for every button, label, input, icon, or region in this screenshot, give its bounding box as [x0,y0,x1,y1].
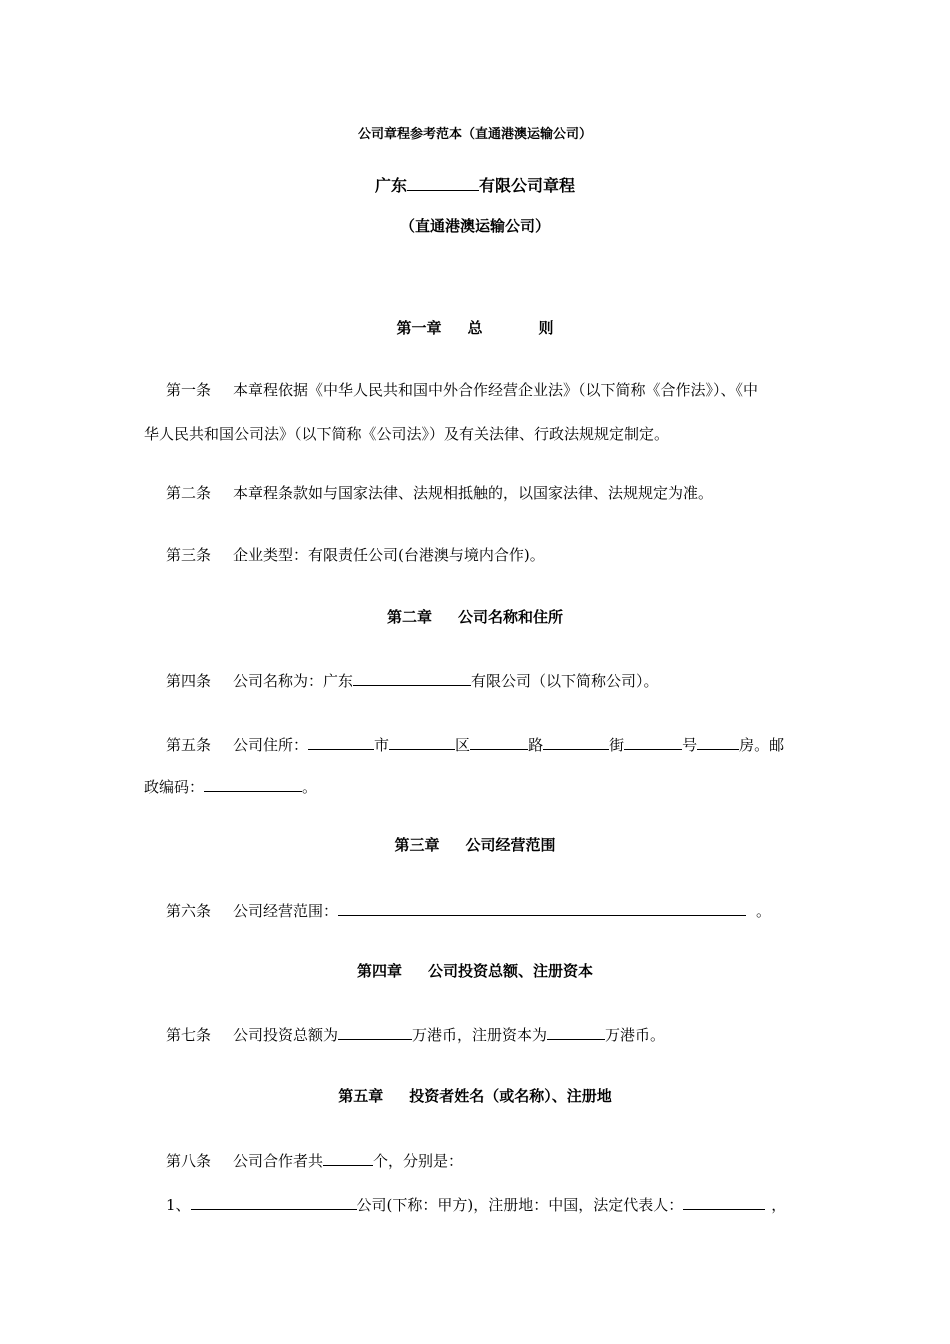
title-suffix: 有限公司章程 [479,176,576,195]
article-8 [166,1149,463,1171]
chapter-2-label: 第二章 [386,608,432,626]
article-5-line-2 [144,775,317,797]
partner-item-1 [166,1193,786,1215]
article-6-pre: 公司经营范围： [233,902,339,920]
item-1-text: 公司(下称：甲方)，注册地：中国，法定代表人： [356,1196,684,1214]
article-6-label: 第六条 [166,902,212,920]
partner-count-field[interactable] [323,1149,373,1166]
total-investment-field[interactable] [338,1023,412,1040]
article-7-label: 第七条 [166,1026,212,1044]
legal-representative-field[interactable] [683,1193,765,1210]
article-7-pre: 公司投资总额为 [233,1026,339,1044]
item-1-end: ， [771,1196,787,1214]
article-7-post: 万港币。 [605,1026,666,1044]
city-field[interactable] [308,733,374,750]
article-8-post: 个，分别是： [373,1152,464,1170]
article-2-text: 本章程条款如与国家法律、法规相抵触的，以国家法律、法规规定为准。 [233,484,714,502]
article-1-label: 第一条 [166,381,212,399]
article-4-post: 有限公司（以下简称公司）。 [471,672,659,690]
article-4-pre: 公司名称为：广东 [233,672,354,690]
article-3-text: 企业类型：有限责任公司(台港澳与境内合作)。 [233,546,545,564]
article-7 [166,1023,665,1045]
article-4-label: 第四条 [166,672,212,690]
chapter-2-heading [0,607,950,627]
district-label: 区 [455,736,471,754]
article-1-line-1 [166,380,758,400]
article-4 [166,669,659,691]
city-label: 市 [374,736,390,754]
document-heading: 公司章程参考范本（直通港澳运输公司） [357,127,592,142]
chapter-1-word-1: 总 [467,319,483,337]
partner-a-name-field[interactable] [191,1193,357,1210]
road-field[interactable] [470,733,528,750]
article-2 [166,483,713,503]
road-label: 路 [528,736,544,754]
article-7-mid: 万港币，注册资本为 [412,1026,548,1044]
number-field[interactable] [624,733,682,750]
room-field[interactable] [697,733,739,750]
article-3 [166,545,545,565]
article-5-label: 第五条 [166,736,212,754]
postcode-field[interactable] [204,775,302,792]
company-name-blank[interactable] [407,174,479,191]
chapter-5-label: 第五章 [338,1087,384,1105]
chapter-1-word-2: 则 [538,319,554,337]
article-8-label: 第八条 [166,1152,212,1170]
chapter-5-heading [0,1086,950,1106]
article-1-line-2: 华人民共和国公司法》（以下简称《公司法》）及有关法律、行政法规规定制定。 [144,425,670,443]
title-prefix: 广东 [374,176,407,195]
number-label: 号 [682,736,698,754]
chapter-4-heading [0,961,950,981]
article-2-label: 第二条 [166,484,212,502]
company-name-field[interactable] [353,669,471,686]
chapter-1-heading [0,318,950,338]
article-5-line-1 [166,733,784,755]
chapter-3-label: 第三章 [394,836,440,854]
postcode-label: 政编码： [144,778,205,796]
chapter-1-label: 第一章 [396,319,442,337]
chapter-4-label: 第四章 [356,962,402,980]
chapter-4-title: 公司投资总额、注册资本 [428,962,594,980]
chapter-2-title: 公司名称和住所 [458,608,564,626]
business-scope-field[interactable] [338,899,746,916]
company-articles-title [0,174,950,196]
article-6-end: 。 [756,902,772,920]
article-1-text-1: 本章程依据《中华人民共和国中外合作经营企业法》（以下简称《合作法》）、《中 [233,381,759,399]
article-8-pre: 公司合作者共 [233,1152,324,1170]
district-field[interactable] [389,733,455,750]
article-6 [166,899,771,921]
postcode-end: 。 [302,778,318,796]
room-label: 房。邮 [739,736,785,754]
chapter-3-heading [0,835,950,855]
chapter-3-title: 公司经营范围 [465,836,556,854]
item-1-number: 1、 [166,1196,191,1214]
article-5-pre: 公司住所： [233,736,309,754]
street-label: 街 [609,736,625,754]
chapter-5-title: 投资者姓名（或名称）、注册地 [409,1087,612,1105]
subtitle: （直通港澳运输公司） [399,217,550,235]
article-3-label: 第三条 [166,546,212,564]
street-field[interactable] [543,733,609,750]
registered-capital-field[interactable] [547,1023,605,1040]
